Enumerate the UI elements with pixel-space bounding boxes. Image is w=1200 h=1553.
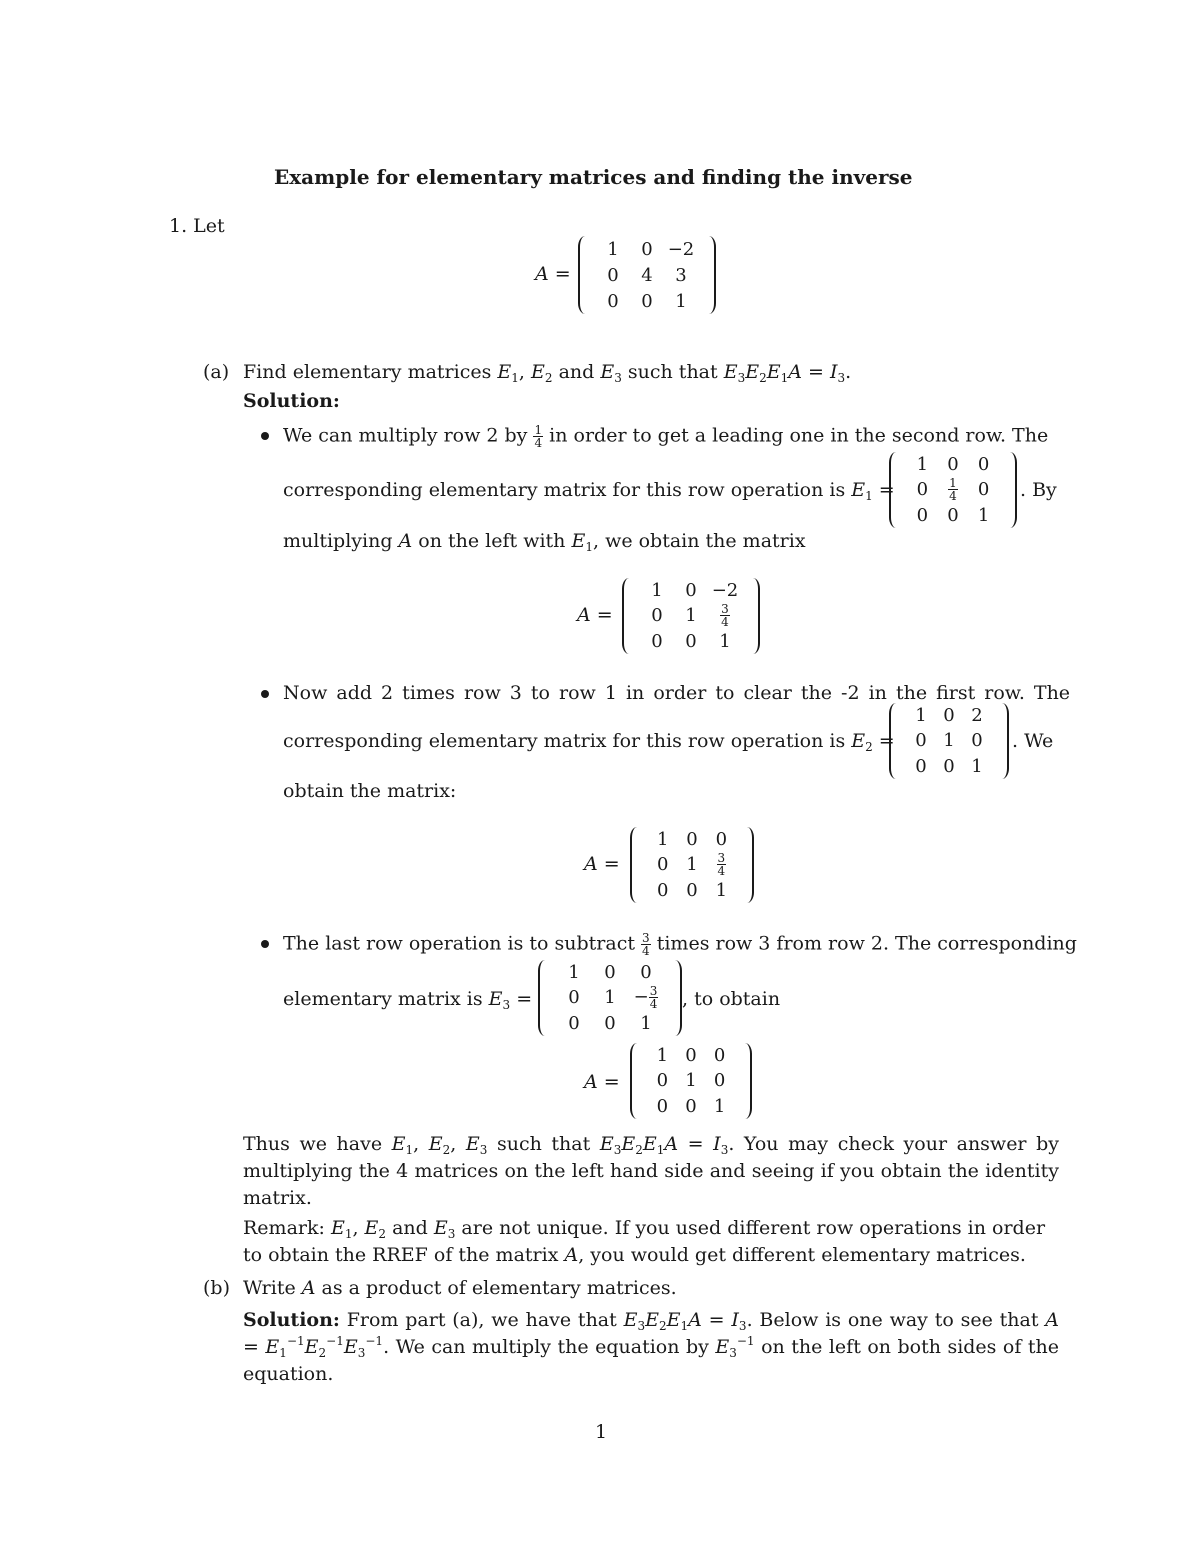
bullet3-line1: The last row operation is to subtract $\frac{3}{4}$ times row 3 from row 2. The corresponding — [283, 931, 1077, 958]
right-paren — [738, 1043, 752, 1119]
matrix-cell: $\frac{3}{4}$ — [717, 851, 726, 879]
matrix-cell: $\frac{1}{4}$ — [949, 476, 957, 504]
matrix-cell: 1 — [719, 630, 731, 652]
bullet1-line2: corresponding elementary matrix for this row operation is $E_1$ = — [283, 479, 895, 503]
matrix-cell: −2 — [711, 580, 739, 602]
bullet1-line3: multiplying A on the left with $E_1$, we obtain the matrix — [283, 530, 806, 554]
fraction-one-quarter: $\frac{1}{4}$ — [534, 423, 543, 450]
matrix-cell: 0 — [568, 1012, 580, 1034]
solution-label-b: Solution: — [243, 1309, 340, 1331]
matrix-cell: 0 — [685, 580, 697, 602]
matrix-cell: 1 — [656, 829, 669, 851]
matrix-cell: 0 — [656, 879, 669, 901]
left-paren — [889, 452, 903, 528]
matrix-cell: 1 — [715, 879, 728, 901]
right-paren — [995, 703, 1009, 779]
matrix-cell: 0 — [651, 605, 663, 627]
matrix-cell: 4 — [641, 264, 653, 286]
equation-lhs: A = — [535, 263, 571, 285]
part-b-question: Write A as a product of elementary matrices. — [243, 1277, 677, 1299]
bullet3-line2: elementary matrix is $E_3$ = — [283, 988, 533, 1012]
part-a-question: Find elementary matrices $E_1$, $E_2$ and $E_3$ such that $E_3E_2E_1A = I_3$. — [243, 361, 852, 385]
bullet2-line2: corresponding elementary matrix for this row operation is $E_2$ = — [283, 730, 895, 754]
matrix-cell: 1 — [915, 705, 927, 727]
bullet3-tail: , to obtain — [682, 988, 781, 1010]
right-paren — [668, 960, 682, 1036]
part-b-solution: Solution: From part (a), we have that $E_3E_2E_1A = I_3$. Below is one way to see that $A = E_1^{-1}E_2^{-1}E_3^{-1}$. We can multiply the equation by $E_3^{-1}$ on the left on both sides of the equation. — [243, 1309, 1059, 1385]
bullet2-line3: obtain the matrix: — [283, 780, 457, 802]
matrix-e2 — [889, 703, 1009, 779]
matrix-cell: 1 — [604, 987, 616, 1009]
matrix-cell: 0 — [641, 290, 653, 312]
matrix-a-step2 — [630, 827, 754, 903]
left-paren — [538, 960, 552, 1036]
matrix-a-step1 — [622, 578, 760, 654]
matrix-cell: 0 — [656, 854, 669, 876]
matrix-cell: 0 — [686, 829, 698, 851]
matrix-a — [578, 236, 716, 314]
remark-paragraph: Remark: $E_1$, $E_2$ and $E_3$ are not unique. If you used different row operations in order to obtain the RREF of the matrix A, you would get different elementary matrices. — [243, 1217, 1046, 1266]
right-paren — [740, 827, 754, 903]
matrix-e3 — [538, 960, 682, 1036]
matrix-cell: 1 — [685, 605, 697, 627]
matrix-cell: 0 — [604, 1012, 616, 1034]
matrix-cell: 1 — [686, 854, 698, 876]
thus-paragraph: Thus we have $E_1$, $E_2$, $E_3$ such that $E_3E_2E_1A = I_3$. You may check your answer by multiplying the 4 matrices on the left hand side and seeing if you obtain the identity matrix. — [243, 1133, 1059, 1209]
page-title: Example for elementary matrices and finding the inverse — [274, 165, 913, 189]
matrix-cell: 0 — [977, 479, 990, 501]
bullet-3 — [261, 940, 269, 948]
problem-label: 1. Let — [169, 215, 225, 237]
matrix-identity — [630, 1043, 752, 1119]
matrix-cell: 3 — [675, 264, 687, 286]
matrix-cell: 0 — [685, 1095, 697, 1117]
bullet1-line1 — [283, 424, 1059, 449]
matrix-cell: 0 — [977, 454, 990, 476]
matrix-cell: 0 — [607, 264, 619, 286]
matrix-cell: − $\frac{3}{4}$ — [633, 984, 658, 1012]
matrix-cell: 0 — [971, 730, 983, 752]
matrix-cell: 0 — [640, 962, 652, 984]
matrix-cell: 0 — [947, 504, 959, 526]
bullet1-text-b: in order to get a leading one in the second row. The — [549, 424, 1049, 447]
matrix-cell: 1 — [656, 1045, 669, 1067]
equation-lhs: A = — [577, 604, 613, 626]
matrix-cell: 0 — [943, 705, 955, 727]
matrix-cell: 1 — [943, 730, 955, 752]
matrix-cell: 1 — [607, 238, 619, 260]
matrix-cell: 0 — [713, 1070, 726, 1092]
matrix-cell: 0 — [607, 290, 619, 312]
bullet2-tail: . We — [1012, 730, 1054, 752]
matrix-cell: 0 — [686, 879, 698, 901]
right-paren — [1003, 452, 1017, 528]
fraction-three-quarters: $\frac{3}{4}$ — [642, 931, 650, 958]
matrix-cell: 1 — [971, 755, 983, 777]
left-paren — [630, 827, 644, 903]
matrix-cell: 1 — [640, 1012, 652, 1034]
right-paren — [702, 236, 716, 314]
matrix-cell: 0 — [713, 1045, 726, 1067]
equation-lhs: A = — [584, 853, 620, 875]
matrix-cell: −2 — [667, 238, 695, 260]
matrix-cell: 0 — [715, 829, 728, 851]
matrix-cell: 1 — [685, 1070, 697, 1092]
matrix-cell: 0 — [656, 1070, 669, 1092]
matrix-cell: 1 — [568, 962, 580, 984]
part-b-label: (b) — [203, 1277, 230, 1299]
matrix-cell: 0 — [915, 755, 927, 777]
matrix-cell: 0 — [604, 962, 616, 984]
bullet-2 — [261, 690, 269, 698]
right-paren — [746, 578, 760, 654]
matrix-cell: 0 — [915, 730, 927, 752]
matrix-cell: 1 — [713, 1095, 726, 1117]
left-paren — [578, 236, 592, 314]
matrix-cell: 0 — [568, 987, 580, 1009]
equation-lhs: A = — [584, 1071, 620, 1093]
left-paren — [630, 1043, 644, 1119]
bullet1-tail: . By — [1020, 479, 1057, 501]
matrix-cell: $\frac{3}{4}$ — [721, 602, 729, 630]
matrix-cell: 0 — [685, 1045, 697, 1067]
matrix-cell: 0 — [656, 1095, 669, 1117]
solution-label-a: Solution: — [243, 390, 340, 412]
matrix-cell: 0 — [916, 504, 929, 526]
matrix-e1 — [889, 452, 1017, 528]
left-paren — [622, 578, 636, 654]
matrix-cell: 1 — [675, 290, 687, 312]
part-a-label: (a) — [203, 361, 230, 383]
matrix-cell: 0 — [947, 454, 959, 476]
matrix-cell: 0 — [641, 238, 653, 260]
matrix-cell: 2 — [971, 705, 983, 727]
matrix-cell: 1 — [916, 454, 929, 476]
matrix-cell: 1 — [651, 580, 663, 602]
matrix-cell: 0 — [685, 630, 697, 652]
matrix-cell: 1 — [977, 504, 990, 526]
left-paren — [889, 703, 903, 779]
bullet1-text-a: We can multiply row 2 by — [283, 424, 528, 447]
page-number: 1 — [595, 1421, 608, 1443]
bullet2-line1: Now add 2 times row 3 to row 1 in order to clear the -2 in the first row. The — [283, 682, 1071, 704]
matrix-cell: 0 — [651, 630, 663, 652]
matrix-cell: 0 — [916, 479, 929, 501]
matrix-cell: 0 — [943, 755, 955, 777]
bullet-1 — [261, 432, 269, 440]
